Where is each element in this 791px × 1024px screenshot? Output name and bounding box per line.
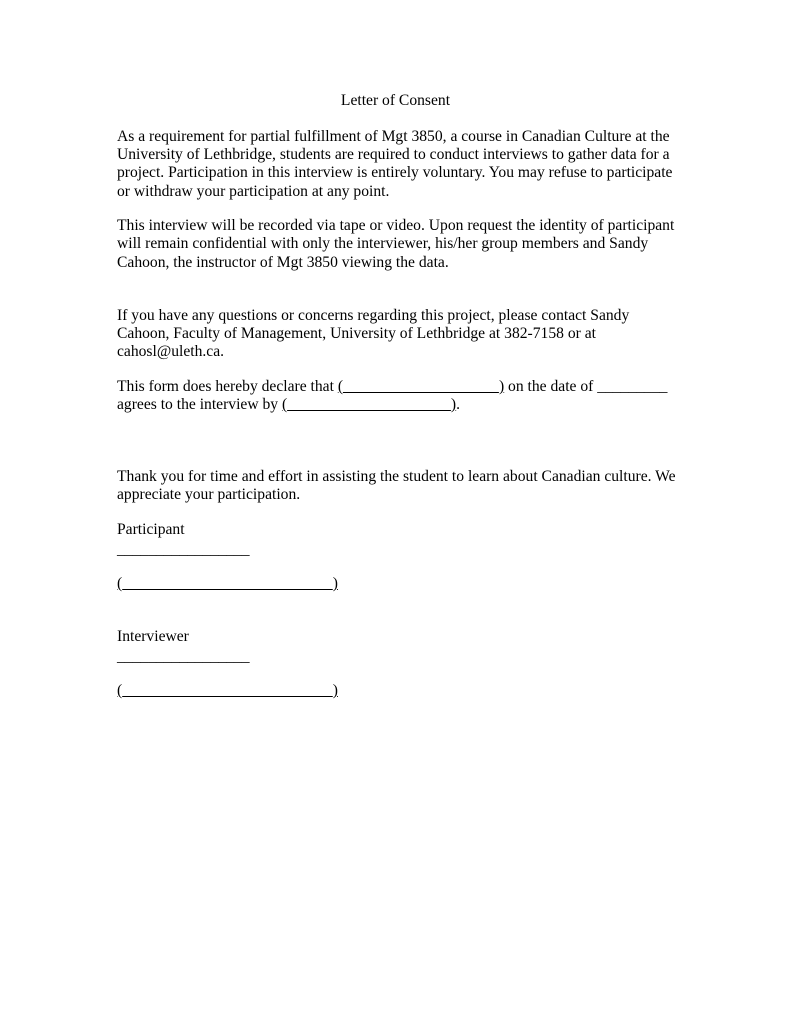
paragraph-3-line: If you have any questions or concerns regarding this project, please contact Sandy: [117, 307, 630, 324]
paragraph-3-line: Cahoon, Faculty of Management, University of Lethbridge at 382-7158 or at: [117, 325, 596, 342]
participant-label: Participant: [117, 521, 185, 538]
declaration-text: agrees to the interview by: [117, 396, 282, 413]
paragraph-2-line: Cahoon, the instructor of Mgt 3850 viewing the data.: [117, 254, 449, 271]
declaration-text: This form does hereby declare that: [117, 378, 338, 395]
declaration-text: on the date of: [504, 378, 598, 395]
document-title: Letter of Consent: [340, 92, 451, 109]
declaration-line-2: [117, 396, 460, 414]
paragraph-1-line: University of Lethbridge, students are required to conduct interviews to gather data for a: [117, 146, 670, 163]
paragraph-3-line: cahosl@uleth.ca.: [117, 343, 225, 360]
paragraph-1-line: As a requirement for partial fulfillment of Mgt 3850, a course in Canadian Culture at the: [117, 128, 670, 145]
date-blank: _________: [597, 378, 668, 395]
interviewer-name-line: (___________________________): [117, 682, 338, 699]
interviewer-label: Interviewer: [117, 628, 189, 645]
participant-name-line: (___________________________): [117, 575, 338, 592]
interviewer-signature-line: _________________: [117, 648, 250, 665]
declaration-line-1: [117, 378, 667, 396]
participant-signature-line: _________________: [117, 541, 250, 558]
paragraph-2-line: This interview will be recorded via tape or video. Upon request the identity of participant: [117, 217, 675, 234]
paragraph-2-line: will remain confidential with only the interviewer, his/her group members and Sandy: [117, 235, 649, 252]
thanks-line: Thank you for time and effort in assisting the student to learn about Canadian culture. We: [117, 468, 676, 485]
paragraph-1-line: project. Participation in this interview is entirely voluntary. You may refuse to participate: [117, 164, 673, 181]
declaration-text: .: [456, 396, 461, 413]
participant-name-blank: (____________________): [337, 378, 505, 395]
paragraph-1-line: or withdraw your participation at any point.: [117, 183, 390, 200]
interviewer-name-blank: (_____________________): [281, 396, 457, 413]
thanks-line: appreciate your participation.: [117, 486, 301, 503]
